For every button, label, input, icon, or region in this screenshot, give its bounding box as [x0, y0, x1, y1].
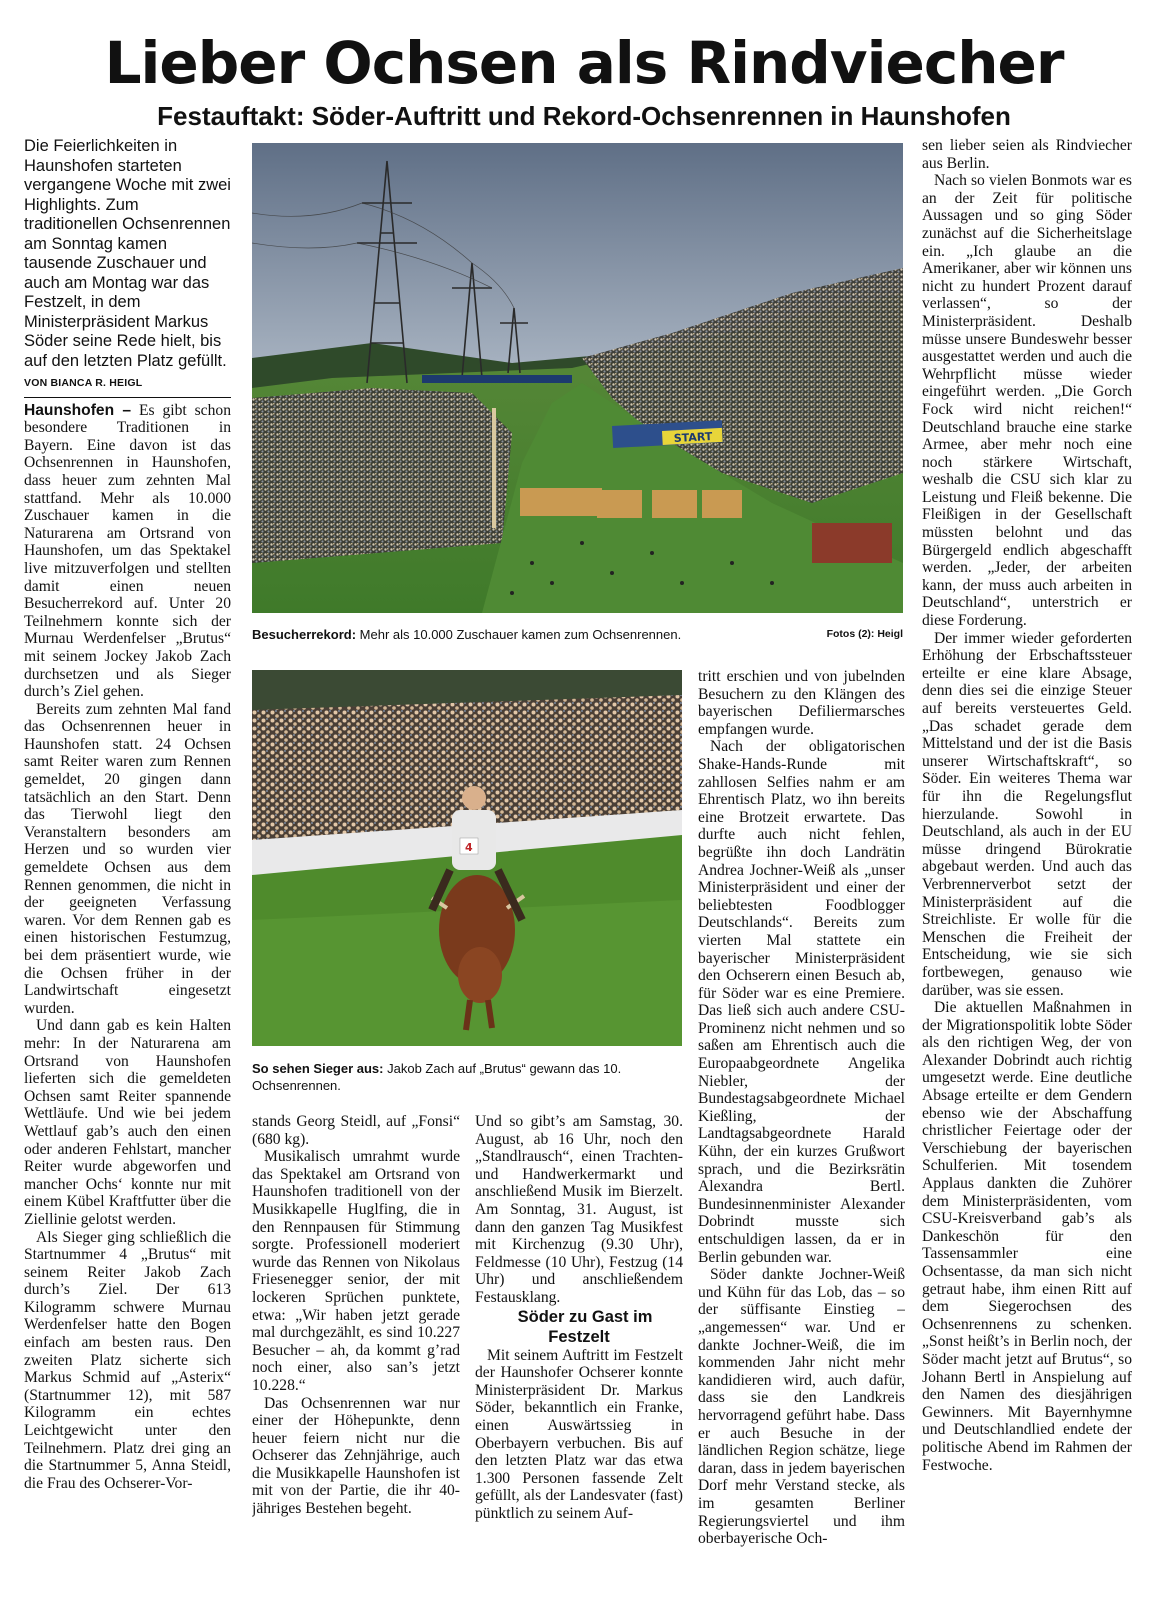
article-paragraph: tritt erschien und von jubelnden Besuchern zu den Klängen des bayerischen Defiliermarsches empfangen wurde.: [698, 668, 905, 738]
column-2: [252, 1113, 460, 1588]
article-paragraph: Nach so vielen Bonmots war es an der Zeit für politische Aussagen und so ging Söder zunächst auf die Sicherheitslage ein. „Ich glaube an die Amerikaner, aber wir können uns nicht zu hundert Prozent darauf verlassen“, so der Ministerpräsident. Deshalb müsse unsere Bundeswehr besser ausgestattet werden und auch die Wehrpflicht müsse wieder eingeführt werden. „Die Gorch Fock wird nicht reichen!“ Deutschland brauche eine starke Armee, aber mehr noch eine noch stärkere Wirtschaft, weshalb die CSU sich klar zu Leistung und Fleiß bekenne. Die Fleißigen in der Gesellschaft müssten belohnt und das Bürgergeld endlich abgeschafft werden. „Jeder, der arbeiten kann, der muss auch arbeiten in Deutschland“, unterstrich er diese Forderung.: [922, 172, 1132, 630]
caption-text: Jakob Zach auf „Brutus“ gewann das 10. Ochsenrennen.: [252, 1061, 622, 1093]
headline: Lieber Ochsen als Rindviecher: [104, 29, 1064, 97]
article-paragraph: Musikalisch umrahmt wurde das Spektakel am Ortsrand von Haunshofen traditionell von der Musikkapelle Huglfing, die in den Rennpausen für Stimmung sorgte. Professionell moderiert wurde das Rennen von Nikolaus Friesenegger senior, der mit lockeren Sprüchen punktete, etwa: „Wir haben jetzt gerade mal durchgezählt, es sind 10.227 Besucher – ah, da kommt g’rad noch einer, also san’s jetzt 10.228.“: [252, 1148, 460, 1394]
photo-arena-caption: [252, 626, 792, 643]
start-banner-text: START: [673, 429, 713, 445]
teaser: Die Feierlichkeiten in Haunshofen starteten vergangene Woche mit zwei Highlights. Zum traditionellen Ochsenrennen am Sonntag kamen tausende Zuschauer und auch am Montag war das Festzelt, in dem Ministerpräsident Markus Söder seine Rede hielt, bis auf den letzten Platz gefüllt.: [24, 137, 231, 370]
article-paragraph: [24, 402, 231, 701]
article-paragraph: Mit seinem Auftritt im Festzelt der Haunshofer Ochserer konnte Ministerpräsident Dr. Markus Söder, bekanntlich ein Franke, einen Auswärtssieg in Oberbayern verbuchen. Bis auf den letzten Platz war das etwa 1.300 Personen fassende Zelt gefüllt, als der Landesvater (fast) pünktlich zu seinem Auf-: [475, 1346, 683, 1522]
column-3: [475, 1113, 683, 1588]
column-4: [698, 668, 905, 1588]
article-paragraph: Und so gibt’s am Samstag, 30. August, ab 16 Uhr, noch den „Standlrausch“, einen Trachten- und Handwerkermarkt und anschließend Musik im Bierzelt. Am Sonntag, 31. August, ist dann den ganzen Tag Musikfest mit Kirchenzug (9.30 Uhr), Feldmesse (10 Uhr), Festzug (14 Uhr) und anschließendem Festausklang.: [475, 1113, 683, 1306]
paragraph-text: Es gibt schon besondere Traditionen in Bayern. Eine davon ist das Ochsenrennen in Haunshofen, dass heuer zum zehnten Mal stattfand. Mehr als 10.000 Zuschauer kamen in die Naturarena am Ortsrand von Haunshofen, um das Spektakel live mitzuverfolgen und stellten damit einen neuen Besucherrekord auf. Unter 20 Teilnehmern konnte sich der Murnau Werdenfelser „Brutus“ mit seinem Jockey Jakob Zach durchsetzen und als Sieger durch’s Ziel gehen.: [24, 401, 231, 701]
column-5: [922, 137, 1132, 1588]
article-paragraph: Der immer wieder geforderten Erhöhung der Erbschaftssteuer erteilte er eine klare Absage, denn dies sei die einzige Steuer auf bereits versteuertes Geld. „Das schadet gerade dem Mittelstand und der ist die Basis unserer Wirtschaftskraft“, so Söder. Ein weiteres Thema war für ihn die Regelungsflut hierzulande. Sowohl in Deutschland, als auch in der EU müsse dringend Bürokratie abgebaut werden. Und auch das Verbrennerverbot setzt der Ministerpräsident auf die Streichliste. Er wolle für die Menschen die Freiheit der Entscheidung, wie sie sich fortbewegen, genauso wie darüber, was sie essen.: [922, 629, 1132, 999]
byline: VON BIANCA R. HEIGL: [24, 375, 231, 398]
caption-text: Mehr als 10.000 Zuschauer kamen zum Ochsenrennen.: [356, 627, 682, 642]
photo-winner-caption: [252, 1060, 682, 1094]
article-paragraph: Nach der obligatorischen Shake-Hands-Runde mit zahllosen Selfies nahm er am Ehrentisch Platz, wo ihn bereits eine Brotzeit erwartete. Das durfte auch nicht fehlen, begrüßte ihn doch Landrätin Andrea Jochner-Weiß als „unser Ministerpräsident und einer der beliebtesten Foodblogger Deutschlands“. Bereits zum vierten Mal stattete ein bayerischer Ministerpräsident den Ochserern einen Besuch ab, für Söder war es eine Premiere. Das ließ sich auch andere CSU-Prominenz nicht nehmen und so saßen am Ehrentisch auch die Europaabgeordnete Angelika Niebler, der Bundestagsabgeordnete Michael Kießling, der Landtagsabgeordnete Harald Kühn, der ein kurzes Grußwort sprach, und die Bezirksrätin Alexandra Bertl. Bundesinnenminister Alexander Dobrindt musste sich entschuldigen lassen, da er in Berlin gebunden war.: [698, 738, 905, 1266]
arena-photo-graphic: [252, 143, 903, 613]
article-paragraph: stands Georg Steidl, auf „Fonsi“ (680 kg).: [252, 1113, 460, 1148]
bib-number: 4: [465, 841, 473, 854]
photo-winner: [252, 670, 682, 1046]
photo-arena: [252, 143, 903, 613]
dateline: Haunshofen –: [24, 401, 132, 419]
section-subtitle: Söder zu Gast im Festzelt: [517, 1307, 653, 1346]
article-paragraph: Und dann gab es kein Halten mehr: In der Naturarena am Ortsrand von Haunshofen lieferten sich die gemeldeten Ochsen samt Reiter spannende Wettläufe. Und wie bei jedem Wettlauf gab’s auch den einen oder anderen Fehlstart, mancher Reiter wurde abgeworfen und mancher Ochs‘ konnte nur mit einem Kübel Kraftfutter über die Ziellinie gelotst werden.: [24, 1017, 231, 1228]
winner-photo-graphic: [252, 670, 682, 1046]
subheadline: Festauftakt: Söder-Auftritt und Rekord-Ochsenrennen in Haunshofen: [157, 101, 1011, 131]
article-paragraph: Bereits zum zehnten Mal fand das Ochsenrennen heuer in Haunshofen statt. 24 Ochsen samt Reiter waren zum Rennen gemeldet, 20 gingen dann tatsächlich an den Start. Denn das Tierwohl liegt den Veranstaltern besonders am Herzen und so wurden vier gemeldete Ochsen aus dem Rennen genommen, die nicht in der geeigneten Verfassung waren. Vor dem Rennen gab es einen historischen Festumzug, bei dem präsentiert wurde, wie die Ochsen früher in der Landwirtschaft eingesetzt wurden.: [24, 700, 231, 1017]
caption-label: So sehen Sieger aus:: [252, 1061, 384, 1076]
article-paragraph: sen lieber seien als Rindviecher aus Berlin.: [922, 137, 1132, 172]
article-paragraph: Als Sieger ging schließlich die Startnummer 4 „Brutus“ mit seinem Reiter Jakob Zach durch’s Ziel. Der 613 Kilogramm schwere Murnau Werdenfelser hatte den Bogen einfach am besten raus. Den zweiten Platz sicherte sich Markus Schmid auf „Asterix“ (Startnummer 12), mit 587 Kilogramm ein echtes Leichtgewicht unter den Teilnehmern. Platz drei ging an die Startnummer 5, Anna Steidl, die Frau des Ochserer-Vor-: [24, 1228, 231, 1492]
article-paragraph: Söder dankte Jochner-Weiß und Kühn für das Lob, das – so der süffisante Einstieg – „angemessen“ war. Und er dankte Jochner-Weiß, die im kommenden Jahr nicht mehr kandidieren wird, auch dafür, dass sie den Landkreis hervorragend geführt habe. Dass er auch Besuche in der ländlichen Region schätze, liege daran, dass in jedem bayerischen Dorf mehr Verstand stecke, als im gesamten Berliner Regierungsviertel und ihm oberbayerische Och-: [698, 1266, 905, 1548]
photo-credit: Fotos (2): Heigl: [826, 628, 903, 640]
article-paragraph: Das Ochsenrennen war nur einer der Höhepunkte, denn heuer feiern nicht nur die Ochserer das Zehnjährige, auch die Musikkapelle Haunshofen ist mit von der Partie, die ihr 40-jähriges Bestehen begeht.: [252, 1394, 460, 1518]
column-1: [24, 137, 231, 1587]
caption-label: Besucherrekord:: [252, 627, 357, 642]
article-paragraph: Die aktuellen Maßnahmen in der Migrationspolitik lobte Söder als den richtigen Weg, der von Alexander Dobrindt auch richtig umgesetzt werde. Eine deutliche Absage erteilte er dem Gendern ebenso wie der Abschaffung christlicher Feiertage oder der Verschiebung der bayerischen Schulferien. Mit tosendem Applaus dankten die Zuhörer dem Ministerpräsidenten, vom CSU-Kreisverband gab’s als Dankeschön für den Tassensammler eine Ochsentasse, da man sich nicht getraut habe, ihm einen Ritt auf dem Siegerochsen des Ochsenrennens zu schenken. „Sonst heißt’s in Berlin noch, der Söder macht jetzt auf Brutus“, so Johann Bertl in Anspielung auf den Namen des diesjährigen Gewinners. Mit Bayernhymne und Deutschlandlied endete der politische Abend im Rahmen der Festwoche.: [922, 999, 1132, 1474]
